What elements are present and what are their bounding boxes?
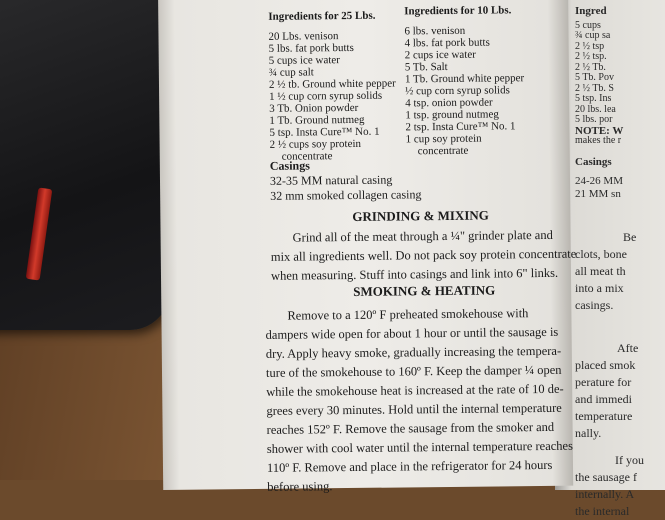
ingredient-line: 4 tsp. onion powder [405, 96, 493, 110]
right-page-line: into a mix [575, 281, 624, 295]
right-page-line: makes the r [575, 135, 622, 146]
paragraph-line: Remove to a 120º F preheated smokehouse with [287, 306, 529, 323]
ingredients-10-title: Ingredients for 10 Lbs. [404, 4, 512, 18]
right-page-line: NOTE: W [575, 124, 624, 137]
ingredient-line: 20 Lbs. venison [268, 30, 339, 43]
paragraph-line: 110º F. Remove and place in the refrigerator for 24 hours [266, 457, 553, 475]
paragraph-line: shower with cool water until the internal temperature reaches [266, 438, 574, 456]
right-page-line: temperature [575, 409, 633, 423]
ingredient-line: concentrate [281, 150, 333, 163]
ingredient-line: 1 Tb. Ground nutmeg [269, 113, 365, 127]
ingredient-line: 2 cups ice water [404, 48, 476, 62]
paragraph-line: while the smokehouse heat is increased at the rate of 10 de- [266, 381, 564, 399]
right-page-line: perature for [575, 375, 632, 389]
right-page-line: If you [615, 453, 644, 467]
casing-line: 32 mm smoked collagen casing [270, 187, 422, 203]
ingredient-line: 5 cups ice water [268, 54, 340, 67]
black-tablet-case [0, 0, 170, 330]
right-page-line: Ingred [575, 5, 607, 17]
right-page-line: 24-26 MM [575, 175, 623, 187]
paragraph-line: Grind all of the meat through a ¼" grinder plate and [292, 227, 553, 245]
left-book-page [158, 0, 577, 494]
right-page-line: 21 MM sn [575, 188, 621, 200]
right-page-line: 2 ½ tsp [575, 40, 605, 52]
ingredient-line: 2 ½ tb. Ground white pepper [268, 77, 396, 91]
paragraph-line: reaches 152º F. Remove the sausage from the smoker and [266, 419, 555, 437]
ingredient-line: 2 ½ cups soy protein [269, 137, 362, 151]
ingredient-line: 1 cup soy protein [405, 132, 482, 146]
right-page-line: 5 Tb. Pov [575, 72, 614, 83]
right-page-line: 5 tsp. Ins [575, 93, 612, 104]
paragraph-line: ture of the smokehouse to 160º F. Keep the damper ¼ open [265, 362, 562, 380]
paragraph-line: before using. [267, 479, 333, 494]
right-page-line: the internal [575, 504, 630, 518]
ingredient-line: 6 lbs. venison [404, 24, 466, 38]
ingredient-line: 5 tsp. Insta Cure™ No. 1 [269, 125, 380, 139]
right-page-line: 20 lbs. lea [575, 103, 616, 115]
right-page-line: clots, bone [575, 247, 627, 261]
right-page-line: nally. [575, 426, 602, 440]
right-page-line: 5 cups [575, 19, 601, 31]
casings-title: Casings [269, 158, 310, 173]
paragraph-line: mix all ingredients well. Do not pack soy protein concentrate [270, 246, 577, 264]
right-page-line: 2 ½ tsp. [575, 51, 607, 62]
ingredient-line: 5 Tb. Salt [404, 60, 448, 74]
right-page-line: Casings [575, 155, 612, 168]
ingredient-line: 1 Tb. Ground white pepper [404, 72, 525, 86]
right-page-line: Be [623, 230, 637, 244]
grinding-paragraph [271, 226, 577, 286]
right-page-text [575, 5, 644, 520]
right-page-line: 2 ½ Tb. S [575, 82, 614, 94]
paragraph-line: grees every 30 minutes. Hold until the internal temperature [266, 400, 562, 418]
right-page-line: 5 lbs. por [575, 114, 613, 125]
ingredient-line: 1 tsp. ground nutmeg [405, 108, 499, 122]
smoking-paragraph [265, 304, 573, 497]
ingredients-25-title: Ingredients for 25 Lbs. [268, 9, 376, 23]
right-page-line: placed smok [575, 358, 636, 372]
ingredient-line: ¾ cup salt [268, 66, 314, 79]
grinding-title: GRINDING & MIXING [352, 207, 489, 224]
right-page-line: the sausage f [575, 470, 637, 484]
right-page-line: ¾ cup sa [575, 30, 611, 41]
ingredient-line: 2 tsp. Insta Cure™ No. 1 [405, 120, 516, 134]
paragraph-line: when measuring. Stuff into casings and link into 6" links. [270, 265, 559, 283]
paragraph-line: dry. Apply heavy smoke, gradually increasing the tempera- [265, 343, 562, 361]
right-page-line: internally. A [575, 487, 635, 501]
right-page-line: 2 ½ Tb. [575, 61, 606, 73]
paragraph-line: dampers wide open for about 1 hour or until the sausage is [265, 324, 559, 342]
ingredient-line: 1 ½ cup corn syrup solids [269, 89, 383, 103]
right-page-line: all meat th [575, 264, 626, 278]
ingredient-line: 3 Tb. Onion powder [269, 101, 359, 115]
right-page-line: Afte [617, 341, 639, 355]
right-page-line: and immedi [575, 392, 632, 406]
casing-line: 32-35 MM natural casing [269, 172, 393, 188]
ingredients-10-block [404, 4, 566, 158]
ingredient-line: 4 lbs. fat pork butts [404, 36, 490, 50]
ingredient-line: 5 lbs. fat pork butts [268, 41, 354, 55]
smoking-title: SMOKING & HEATING [353, 282, 496, 299]
right-page-line: casings. [575, 298, 614, 312]
casings-block [270, 157, 422, 204]
ingredient-line: concentrate [417, 144, 469, 158]
ingredient-line: ½ cup corn syrup solids [405, 84, 510, 98]
